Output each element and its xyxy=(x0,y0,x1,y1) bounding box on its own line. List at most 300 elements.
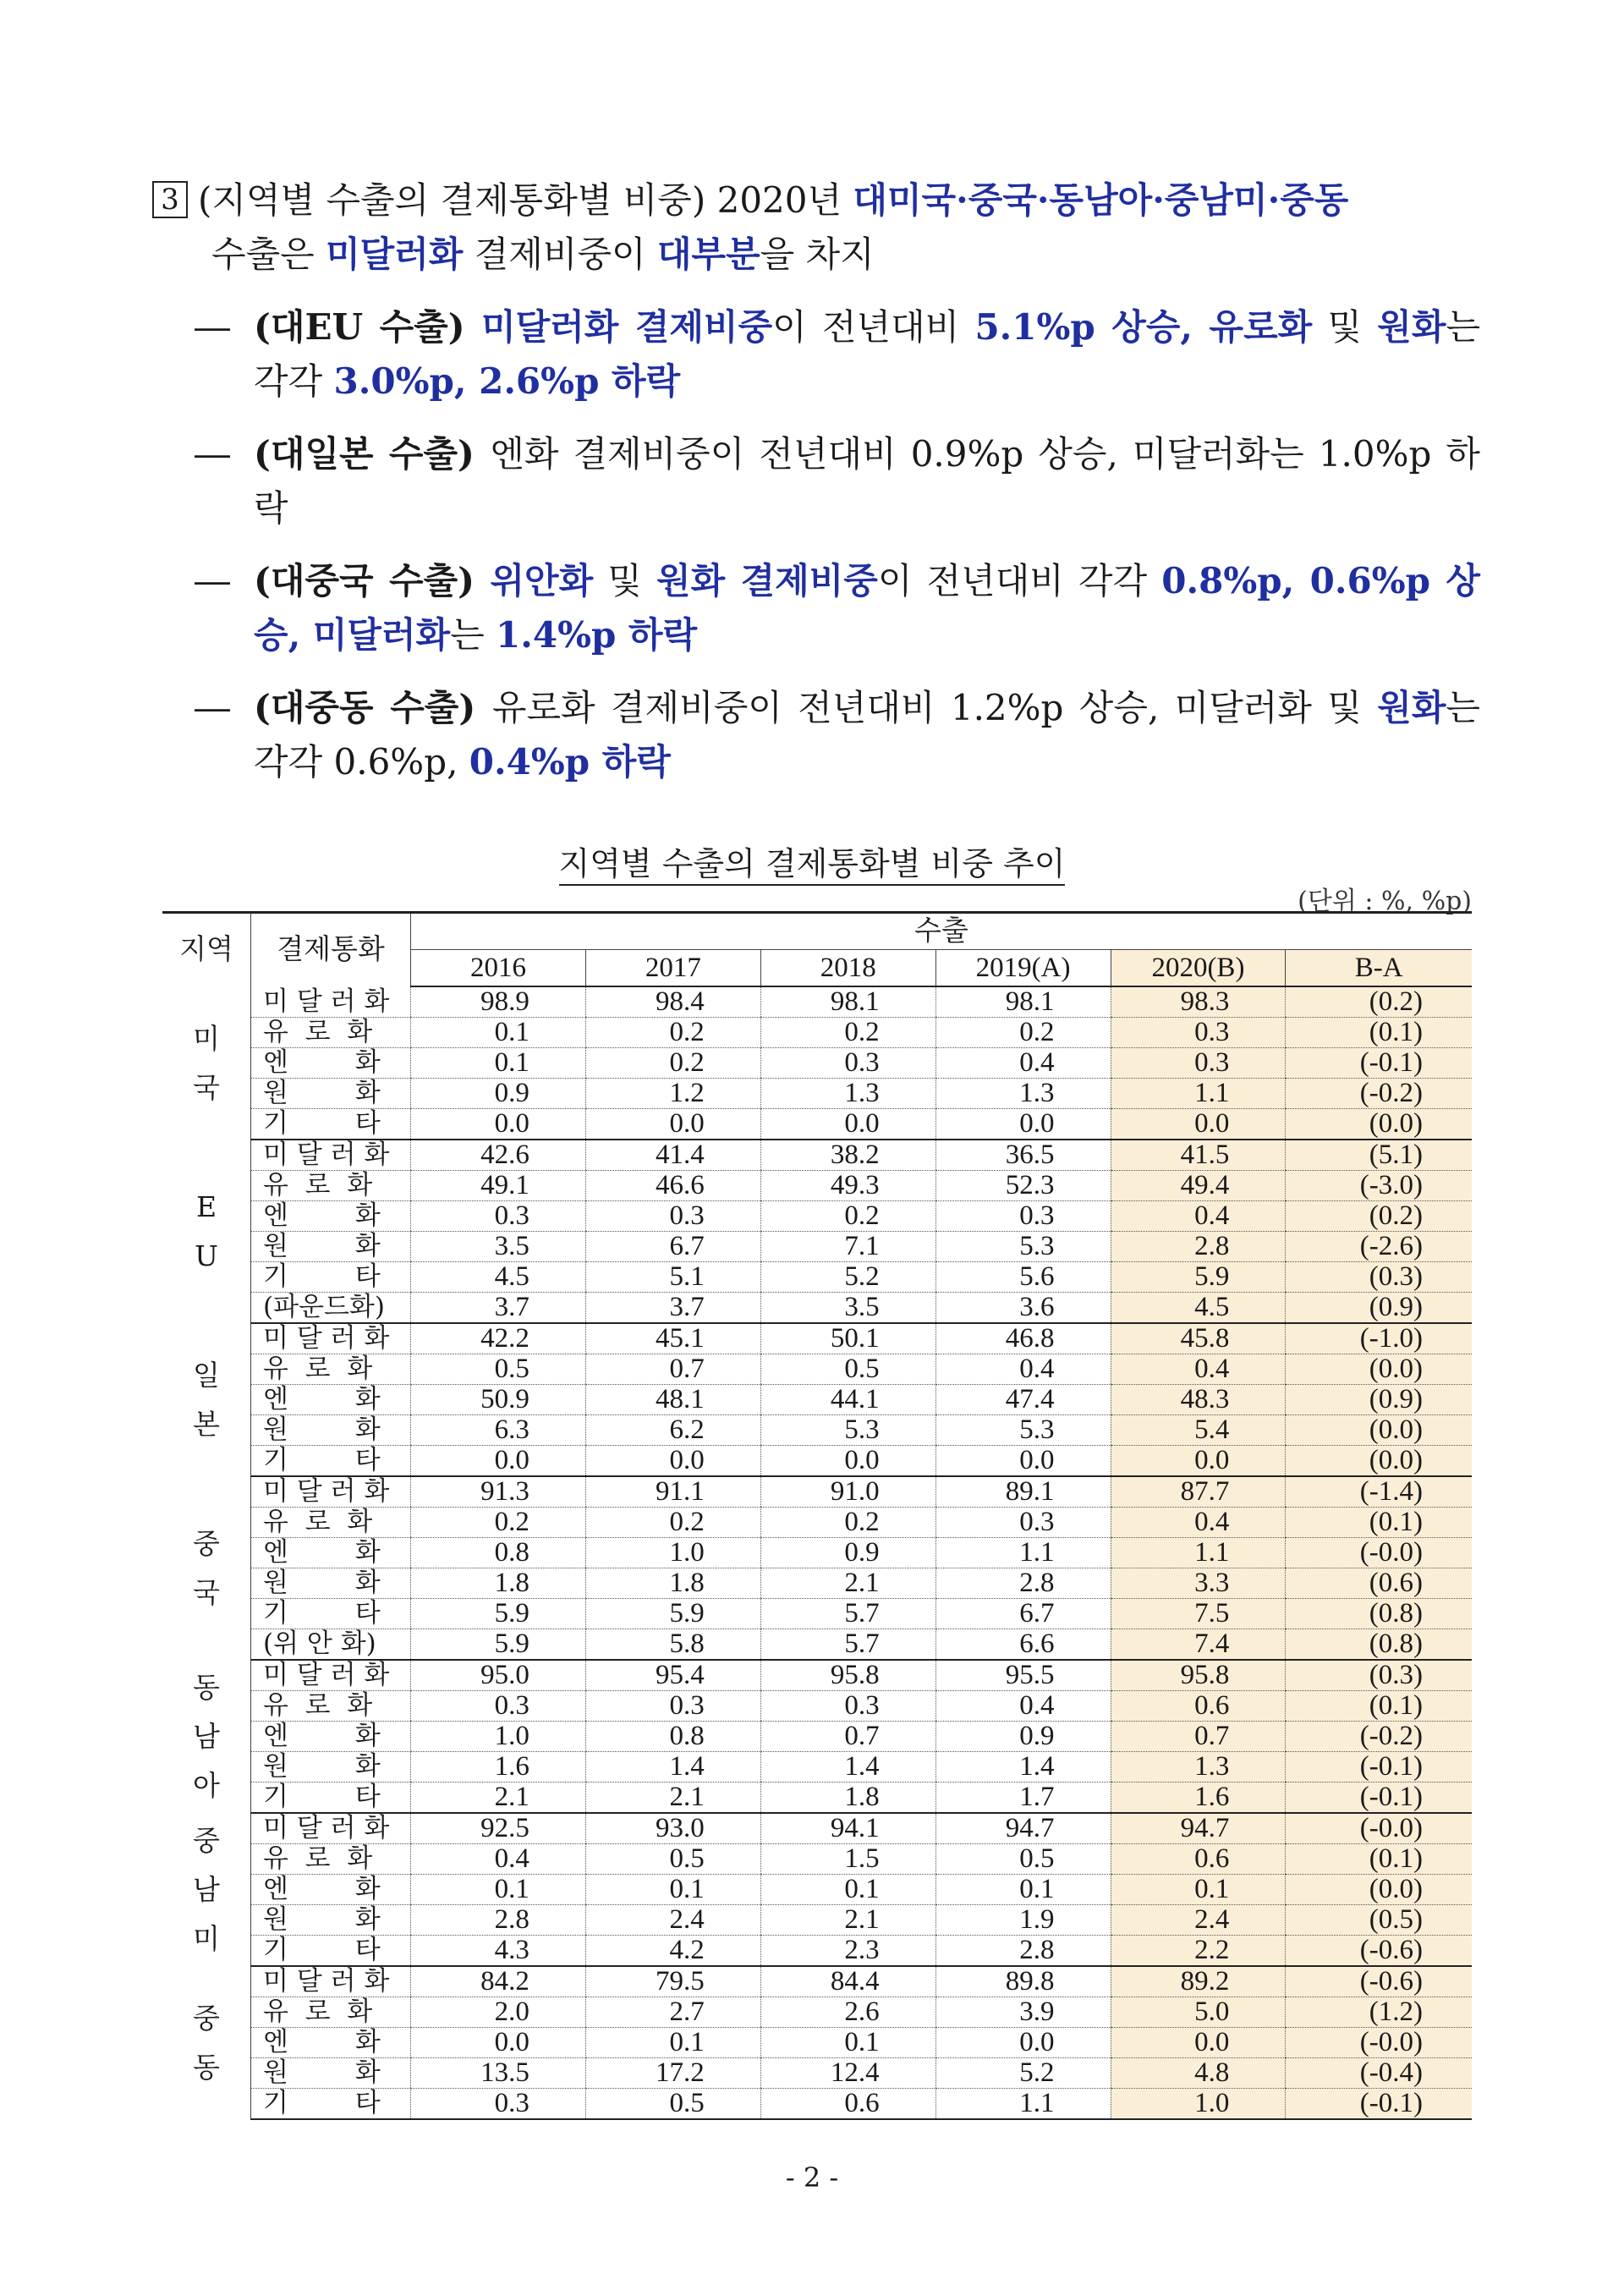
section-heading-cont xyxy=(152,228,1480,282)
diff-cell: (-0.2) xyxy=(1286,1722,1472,1752)
table-row xyxy=(162,1997,1472,2028)
value-cell: 1.4 xyxy=(760,1752,935,1782)
currency-cell: 원 화 xyxy=(251,1079,411,1109)
value-cell: 5.4 xyxy=(1111,1415,1286,1446)
value-cell: 1.8 xyxy=(411,1568,586,1599)
diff-cell: (-0.1) xyxy=(1286,1782,1472,1814)
value-cell: 3.9 xyxy=(935,1997,1111,2028)
value-cell: 0.4 xyxy=(935,1354,1111,1385)
value-cell: 0.4 xyxy=(1111,1201,1286,1232)
value-cell: 0.6 xyxy=(1111,1691,1286,1722)
value-cell: 49.1 xyxy=(411,1171,586,1201)
header-year: 2018 xyxy=(760,950,935,987)
value-cell: 0.0 xyxy=(1111,1446,1286,1477)
diff-cell: (0.1) xyxy=(1286,1844,1472,1875)
table-row xyxy=(162,1660,1472,1691)
bullet-dash: ― xyxy=(195,687,230,728)
bullet-highlight: 원화 xyxy=(1377,687,1446,728)
value-cell: 2.1 xyxy=(585,1782,760,1814)
currency-cell: 엔 화 xyxy=(251,2028,411,2058)
value-cell: 4.8 xyxy=(1111,2058,1286,2089)
value-cell: 0.1 xyxy=(411,1875,586,1905)
value-cell: 17.2 xyxy=(585,2058,760,2089)
diff-cell: (0.2) xyxy=(1286,1201,1472,1232)
value-cell: 3.5 xyxy=(411,1232,586,1262)
value-cell: 1.6 xyxy=(411,1752,586,1782)
value-cell: 91.0 xyxy=(760,1476,935,1508)
diff-cell: (-0.2) xyxy=(1286,1079,1472,1109)
table-row xyxy=(162,1568,1472,1599)
bullet-dash: ― xyxy=(195,560,230,601)
value-cell: 2.7 xyxy=(585,1997,760,2028)
bullet-highlight: 3.0%p, 2.6%p 하락 xyxy=(333,360,681,402)
value-cell: 5.0 xyxy=(1111,1997,1286,2028)
heading-cont-text: 결제비중이 xyxy=(463,233,657,275)
table-row xyxy=(162,1936,1472,1967)
diff-cell: (0.8) xyxy=(1286,1599,1472,1629)
value-cell: 50.9 xyxy=(411,1385,586,1415)
diff-cell: (0.3) xyxy=(1286,1660,1472,1691)
table-row xyxy=(162,1415,1472,1446)
region-cell: 중 국 xyxy=(193,1526,220,1609)
value-cell: 0.1 xyxy=(935,1875,1111,1905)
currency-share-table xyxy=(162,911,1472,2120)
currency-cell: 미 달 러 화 xyxy=(251,1966,411,1997)
value-cell: 48.1 xyxy=(585,1385,760,1415)
value-cell: 0.2 xyxy=(935,1018,1111,1048)
currency-cell: 미 달 러 화 xyxy=(251,986,411,1018)
value-cell: 0.3 xyxy=(411,1691,586,1722)
value-cell: 0.1 xyxy=(760,2028,935,2058)
heading-text: (지역별 수출의 결제통화별 비중) 2020년 xyxy=(198,179,853,221)
currency-cell: 유 로 화 xyxy=(251,1508,411,1538)
region-cell: 미 국 xyxy=(193,1021,220,1104)
value-cell: 2.8 xyxy=(1111,1232,1286,1262)
value-cell: 0.5 xyxy=(585,2089,760,2120)
value-cell: 89.1 xyxy=(935,1476,1111,1508)
value-cell: 38.2 xyxy=(760,1140,935,1171)
table-row xyxy=(162,1323,1472,1354)
table-row xyxy=(162,1109,1472,1140)
value-cell: 1.3 xyxy=(935,1079,1111,1109)
value-cell: 98.1 xyxy=(760,986,935,1018)
value-cell: 4.5 xyxy=(411,1262,586,1293)
value-cell: 0.0 xyxy=(411,2028,586,2058)
table-row xyxy=(162,1354,1472,1385)
value-cell: 0.0 xyxy=(760,1109,935,1140)
region-cell: 중 동 xyxy=(193,2001,220,2084)
value-cell: 1.3 xyxy=(1111,1752,1286,1782)
diff-cell: (0.8) xyxy=(1286,1629,1472,1661)
value-cell: 4.2 xyxy=(585,1936,760,1967)
currency-cell: 엔 화 xyxy=(251,1538,411,1568)
bullet-label: (대EU 수출) xyxy=(254,306,482,348)
value-cell: 2.4 xyxy=(585,1905,760,1936)
value-cell: 98.3 xyxy=(1111,986,1286,1018)
header-year: 2020(B) xyxy=(1111,950,1286,987)
value-cell: 94.7 xyxy=(935,1813,1111,1844)
bullet-japan xyxy=(152,427,1480,536)
table-row xyxy=(162,1691,1472,1722)
value-cell: 13.5 xyxy=(411,2058,586,2089)
currency-cell: 엔 화 xyxy=(251,1722,411,1752)
value-cell: 84.2 xyxy=(411,1966,586,1997)
value-cell: 0.1 xyxy=(760,1875,935,1905)
currency-cell: 엔 화 xyxy=(251,1048,411,1079)
value-cell: 94.7 xyxy=(1111,1813,1286,1844)
diff-cell: (0.1) xyxy=(1286,1691,1472,1722)
value-cell: 79.5 xyxy=(585,1966,760,1997)
value-cell: 0.1 xyxy=(411,1018,586,1048)
value-cell: 0.4 xyxy=(411,1844,586,1875)
value-cell: 0.0 xyxy=(1111,2028,1286,2058)
value-cell: 2.8 xyxy=(411,1905,586,1936)
value-cell: 0.7 xyxy=(760,1722,935,1752)
value-cell: 0.7 xyxy=(1111,1722,1286,1752)
currency-cell: 기 타 xyxy=(251,1446,411,1477)
diff-cell: (-3.0) xyxy=(1286,1171,1472,1201)
currency-cell: 기 타 xyxy=(251,1262,411,1293)
value-cell: 1.1 xyxy=(1111,1079,1286,1109)
value-cell: 0.3 xyxy=(935,1201,1111,1232)
table-row xyxy=(162,1446,1472,1477)
value-cell: 0.2 xyxy=(585,1508,760,1538)
diff-cell: (-0.1) xyxy=(1286,1048,1472,1079)
value-cell: 0.2 xyxy=(585,1018,760,1048)
currency-cell: 기 타 xyxy=(251,2089,411,2120)
page-number: - 2 - xyxy=(785,2161,839,2194)
value-cell: 89.2 xyxy=(1111,1966,1286,1997)
table-row xyxy=(162,1171,1472,1201)
currency-cell: 엔 화 xyxy=(251,1875,411,1905)
value-cell: 5.2 xyxy=(935,2058,1111,2089)
bullet-text: 는 각각 0.6%p, xyxy=(254,687,1480,783)
currency-cell: 기 타 xyxy=(251,1782,411,1814)
value-cell: 41.4 xyxy=(585,1140,760,1171)
value-cell: 1.8 xyxy=(585,1568,760,1599)
value-cell: 2.4 xyxy=(1111,1905,1286,1936)
bullet-highlight: 0.4%p 하락 xyxy=(469,741,671,783)
diff-cell: (1.2) xyxy=(1286,1997,1472,2028)
diff-cell: (-0.0) xyxy=(1286,1538,1472,1568)
value-cell: 1.9 xyxy=(935,1905,1111,1936)
value-cell: 2.0 xyxy=(411,1997,586,2028)
currency-cell: 미 달 러 화 xyxy=(251,1660,411,1691)
value-cell: 0.1 xyxy=(411,1048,586,1079)
value-cell: 98.4 xyxy=(585,986,760,1018)
diff-cell: (-0.0) xyxy=(1286,1813,1472,1844)
currency-cell: 원 화 xyxy=(251,1232,411,1262)
value-cell: 44.1 xyxy=(760,1385,935,1415)
value-cell: 2.3 xyxy=(760,1936,935,1967)
value-cell: 0.0 xyxy=(411,1109,586,1140)
value-cell: 0.6 xyxy=(760,2089,935,2120)
value-cell: 0.1 xyxy=(1111,1875,1286,1905)
bullet-china xyxy=(152,554,1480,662)
value-cell: 5.8 xyxy=(585,1629,760,1661)
value-cell: 0.2 xyxy=(411,1508,586,1538)
value-cell: 7.5 xyxy=(1111,1599,1286,1629)
value-cell: 84.4 xyxy=(760,1966,935,1997)
table-row xyxy=(162,1385,1472,1415)
value-cell: 0.7 xyxy=(585,1354,760,1385)
section-summary xyxy=(152,173,1480,789)
table-row xyxy=(162,1140,1472,1171)
value-cell: 0.3 xyxy=(1111,1018,1286,1048)
value-cell: 0.3 xyxy=(585,1691,760,1722)
heading-cont-text: 수출은 xyxy=(211,233,326,275)
table-row xyxy=(162,1232,1472,1262)
value-cell: 87.7 xyxy=(1111,1476,1286,1508)
value-cell: 2.1 xyxy=(411,1782,586,1814)
value-cell: 46.8 xyxy=(935,1323,1111,1354)
diff-cell: (0.9) xyxy=(1286,1385,1472,1415)
value-cell: 0.8 xyxy=(411,1538,586,1568)
value-cell: 0.3 xyxy=(1111,1048,1286,1079)
currency-cell: 원 화 xyxy=(251,1415,411,1446)
value-cell: 98.9 xyxy=(411,986,586,1018)
heading-cont-highlight: 미달러화 xyxy=(326,233,464,275)
value-cell: 3.7 xyxy=(411,1293,586,1324)
region-cell: 중 남 미 xyxy=(193,1823,220,1955)
bullet-middle-east xyxy=(152,681,1480,789)
currency-cell: (위 안 화) xyxy=(251,1629,411,1661)
table-row xyxy=(162,1752,1472,1782)
bullet-dash: ― xyxy=(195,306,230,348)
value-cell: 0.5 xyxy=(935,1844,1111,1875)
table-row xyxy=(162,986,1472,1018)
bullet-eu xyxy=(152,300,1480,409)
value-cell: 95.8 xyxy=(760,1660,935,1691)
header-region: 지역 xyxy=(162,913,251,987)
value-cell: 91.1 xyxy=(585,1476,760,1508)
table-row xyxy=(162,1722,1472,1752)
currency-cell: 원 화 xyxy=(251,1905,411,1936)
currency-cell: 미 달 러 화 xyxy=(251,1323,411,1354)
value-cell: 5.9 xyxy=(411,1599,586,1629)
diff-cell: (0.0) xyxy=(1286,1109,1472,1140)
region-cell: 동 남 아 xyxy=(193,1670,220,1802)
heading-highlight: 대미국·중국·동남아·중남미·중동 xyxy=(853,179,1349,221)
value-cell: 41.5 xyxy=(1111,1140,1286,1171)
section-number-box: 3 xyxy=(152,181,188,218)
value-cell: 0.0 xyxy=(585,1446,760,1477)
value-cell: 89.8 xyxy=(935,1966,1111,1997)
currency-cell: 유 로 화 xyxy=(251,1844,411,1875)
diff-cell: (0.0) xyxy=(1286,1415,1472,1446)
currency-cell: 기 타 xyxy=(251,1936,411,1967)
value-cell: 1.5 xyxy=(760,1844,935,1875)
value-cell: 95.4 xyxy=(585,1660,760,1691)
value-cell: 0.1 xyxy=(585,1875,760,1905)
value-cell: 5.9 xyxy=(411,1629,586,1661)
value-cell: 0.3 xyxy=(411,1201,586,1232)
value-cell: 0.9 xyxy=(760,1538,935,1568)
value-cell: 0.0 xyxy=(760,1446,935,1477)
currency-cell: 엔 화 xyxy=(251,1201,411,1232)
table-row xyxy=(162,1905,1472,1936)
value-cell: 7.4 xyxy=(1111,1629,1286,1661)
diff-cell: (-1.0) xyxy=(1286,1323,1472,1354)
table-row xyxy=(162,1508,1472,1538)
value-cell: 45.8 xyxy=(1111,1323,1286,1354)
diff-cell: (-0.6) xyxy=(1286,1966,1472,1997)
value-cell: 1.1 xyxy=(1111,1538,1286,1568)
header-diff: B-A xyxy=(1286,950,1472,987)
value-cell: 0.9 xyxy=(935,1722,1111,1752)
value-cell: 5.7 xyxy=(760,1629,935,1661)
value-cell: 3.7 xyxy=(585,1293,760,1324)
heading-cont-text: 을 차지 xyxy=(760,233,875,275)
value-cell: 49.3 xyxy=(760,1171,935,1201)
value-cell: 3.6 xyxy=(935,1293,1111,1324)
value-cell: 2.1 xyxy=(760,1568,935,1599)
diff-cell: (5.1) xyxy=(1286,1140,1472,1171)
value-cell: 0.5 xyxy=(760,1354,935,1385)
table-row xyxy=(162,1844,1472,1875)
value-cell: 5.9 xyxy=(1111,1262,1286,1293)
value-cell: 0.0 xyxy=(935,1109,1111,1140)
value-cell: 5.3 xyxy=(935,1415,1111,1446)
diff-cell: (-0.4) xyxy=(1286,2058,1472,2089)
value-cell: 0.3 xyxy=(760,1691,935,1722)
diff-cell: (-0.1) xyxy=(1286,2089,1472,2120)
value-cell: 0.5 xyxy=(585,1844,760,1875)
value-cell: 1.1 xyxy=(935,1538,1111,1568)
bullet-text: 는 각각 xyxy=(254,306,1481,402)
value-cell: 0.4 xyxy=(935,1691,1111,1722)
value-cell: 0.9 xyxy=(411,1079,586,1109)
value-cell: 45.1 xyxy=(585,1323,760,1354)
value-cell: 52.3 xyxy=(935,1171,1111,1201)
currency-cell: 원 화 xyxy=(251,2058,411,2089)
table-row xyxy=(162,2089,1472,2120)
value-cell: 0.6 xyxy=(1111,1844,1286,1875)
currency-cell: 유 로 화 xyxy=(251,1691,411,1722)
region-cell: E U xyxy=(195,1189,218,1272)
value-cell: 3.3 xyxy=(1111,1568,1286,1599)
header-export: 수출 xyxy=(411,913,1473,950)
bullet-highlight: 0.8%p, 0.6%p 상승, 미달러화 xyxy=(254,560,1480,656)
table-row xyxy=(162,1599,1472,1629)
value-cell: 6.7 xyxy=(585,1232,760,1262)
value-cell: 2.2 xyxy=(1111,1936,1286,1967)
currency-cell: 기 타 xyxy=(251,1109,411,1140)
header-year: 2019(A) xyxy=(935,950,1111,987)
value-cell: 0.1 xyxy=(585,2028,760,2058)
table-row xyxy=(162,2028,1472,2058)
value-cell: 94.1 xyxy=(760,1813,935,1844)
value-cell: 36.5 xyxy=(935,1140,1111,1171)
bullet-text: 및 xyxy=(593,560,657,601)
table-row xyxy=(162,1048,1472,1079)
value-cell: 5.2 xyxy=(760,1262,935,1293)
heading-cont-highlight: 대부분 xyxy=(656,233,760,275)
value-cell: 0.0 xyxy=(585,1109,760,1140)
section-heading xyxy=(152,173,1480,228)
diff-cell: (-2.6) xyxy=(1286,1232,1472,1262)
value-cell: 0.8 xyxy=(585,1722,760,1752)
diff-cell: (-0.6) xyxy=(1286,1936,1472,1967)
table-unit: (단위 : %, %p) xyxy=(1298,887,1472,916)
header-currency: 결제통화 xyxy=(251,913,411,987)
diff-cell: (0.3) xyxy=(1286,1262,1472,1293)
value-cell: 1.0 xyxy=(585,1538,760,1568)
value-cell: 95.5 xyxy=(935,1660,1111,1691)
diff-cell: (0.1) xyxy=(1286,1508,1472,1538)
value-cell: 6.3 xyxy=(411,1415,586,1446)
value-cell: 1.1 xyxy=(935,2089,1111,2120)
value-cell: 2.1 xyxy=(760,1905,935,1936)
value-cell: 98.1 xyxy=(935,986,1111,1018)
value-cell: 5.6 xyxy=(935,1262,1111,1293)
diff-cell: (-0.0) xyxy=(1286,2028,1472,2058)
table-row xyxy=(162,1201,1472,1232)
diff-cell: (0.1) xyxy=(1286,1018,1472,1048)
value-cell: 0.2 xyxy=(760,1018,935,1048)
header-year: 2016 xyxy=(411,950,586,987)
value-cell: 5.3 xyxy=(760,1415,935,1446)
value-cell: 1.6 xyxy=(1111,1782,1286,1814)
value-cell: 5.3 xyxy=(935,1232,1111,1262)
diff-cell: (0.6) xyxy=(1286,1568,1472,1599)
currency-cell: 유 로 화 xyxy=(251,1997,411,2028)
diff-cell: (-1.4) xyxy=(1286,1476,1472,1508)
bullet-label: (대중국 수출) xyxy=(254,560,491,601)
bullet-dash: ― xyxy=(195,433,230,475)
value-cell: 6.7 xyxy=(935,1599,1111,1629)
bullet-label: (대일본 수출) xyxy=(254,433,491,475)
table-row xyxy=(162,1262,1472,1293)
value-cell: 1.0 xyxy=(1111,2089,1286,2120)
value-cell: 0.3 xyxy=(760,1048,935,1079)
currency-cell: 기 타 xyxy=(251,1599,411,1629)
value-cell: 1.4 xyxy=(935,1752,1111,1782)
value-cell: 1.3 xyxy=(760,1079,935,1109)
diff-cell: (0.0) xyxy=(1286,1446,1472,1477)
value-cell: 0.4 xyxy=(935,1048,1111,1079)
bullet-label: (대중동 수출) xyxy=(254,687,492,728)
table-row xyxy=(162,1813,1472,1844)
currency-cell: 엔 화 xyxy=(251,1385,411,1415)
value-cell: 0.3 xyxy=(411,2089,586,2120)
value-cell: 0.0 xyxy=(935,1446,1111,1477)
value-cell: 0.0 xyxy=(1111,1109,1286,1140)
diff-cell: (0.0) xyxy=(1286,1875,1472,1905)
value-cell: 4.5 xyxy=(1111,1293,1286,1324)
value-cell: 48.3 xyxy=(1111,1385,1286,1415)
bullet-highlight: 원화 xyxy=(1377,306,1446,348)
bullet-highlight: 미달러화 결제비중 xyxy=(481,306,773,348)
table-title-text: 지역별 수출의 결제통화별 비중 추이 xyxy=(559,845,1066,886)
table-row xyxy=(162,1629,1472,1661)
value-cell: 1.7 xyxy=(935,1782,1111,1814)
table-row xyxy=(162,1018,1472,1048)
value-cell: 6.2 xyxy=(585,1415,760,1446)
diff-cell: (0.2) xyxy=(1286,986,1472,1018)
bullet-text: 및 xyxy=(1312,306,1378,348)
value-cell: 0.3 xyxy=(935,1508,1111,1538)
table-row xyxy=(162,1966,1472,1997)
table-row xyxy=(162,2058,1472,2089)
value-cell: 7.1 xyxy=(760,1232,935,1262)
value-cell: 2.6 xyxy=(760,1997,935,2028)
value-cell: 2.8 xyxy=(935,1568,1111,1599)
bullet-text: 엔화 결제비중이 전년대비 0.9%p 상승, 미달러화는 1.0%p 하락 xyxy=(254,433,1480,529)
bullet-text: 유로화 결제비중이 전년대비 1.2%p 상승, 미달러화 및 xyxy=(491,687,1378,728)
value-cell: 91.3 xyxy=(411,1476,586,1508)
value-cell: 0.4 xyxy=(1111,1354,1286,1385)
